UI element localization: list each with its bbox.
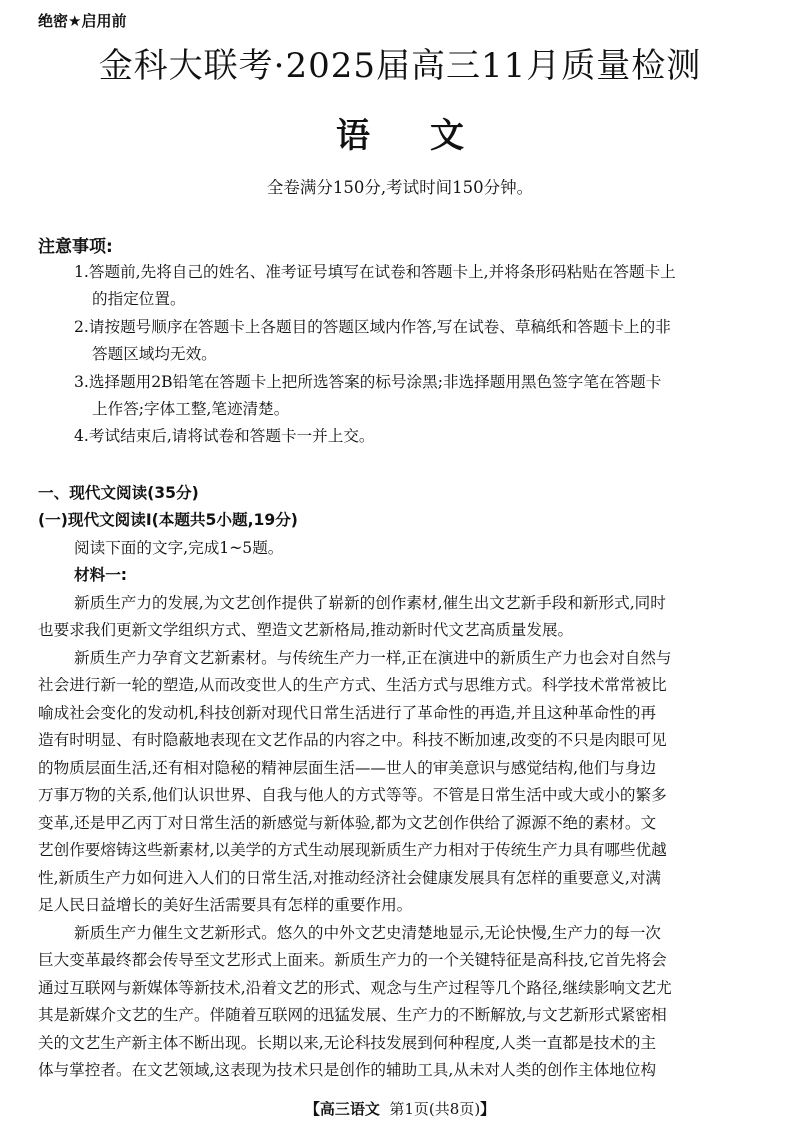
notice-item: 答题区域均无效。 bbox=[92, 345, 217, 363]
footer-page-number: 第1页(共8页) bbox=[389, 1100, 481, 1118]
passage-line: 体与掌控者。在文艺领域,这表现为技术只是创作的辅助工具,从未对人类的创作主体地位构 bbox=[38, 1061, 657, 1079]
passage-line: 的物质层面生活,还有相对隐秘的精神层面生活——世人的审美意识与感觉结构,他们与身边 bbox=[38, 759, 657, 777]
score-info: 全卷满分150分,考试时间150分钟。 bbox=[266, 178, 534, 197]
passage-line: 也要求我们更新文学组织方式、塑造文艺新格局,推动新时代文艺高质量发展。 bbox=[38, 621, 574, 639]
passage-line: 造有时明显、有时隐蔽地表现在文艺作品的内容之中。科技不断加速,改变的不只是肉眼可见 bbox=[38, 731, 667, 749]
passage-line: 变革,还是甲乙丙丁对日常生活的新感觉与新体验,都为文艺创作供给了源源不绝的素材。文 bbox=[38, 814, 657, 832]
passage-line: 其是新媒介文艺的生产。伴随着互联网的迅猛发展、生产力的不断解放,与文艺新形式紧密相 bbox=[38, 1006, 667, 1024]
passage-line: 新质生产力的发展,为文艺创作提供了崭新的创作素材,催生出文艺新手段和新形式,同时 bbox=[74, 594, 666, 612]
passage-line: 社会进行新一轮的塑造,从而改变世人的生产方式、生活方式与思维方式。科学技术常常被比 bbox=[38, 676, 667, 694]
passage-line: 新质生产力催生文艺新形式。悠久的中外文艺史清楚地显示,无论快慢,生产力的每一次 bbox=[74, 924, 661, 942]
confidential-mark: 绝密★启用前 bbox=[38, 12, 127, 30]
notice-item: 4.考试结束后,请将试卷和答题卡一并上交。 bbox=[74, 427, 375, 445]
subject-char-1: 语 bbox=[336, 116, 370, 156]
page-footer bbox=[0, 1098, 800, 1119]
passage-line: 关的文艺生产新主体不断出现。长期以来,无论科技发展到何种程度,人类一直都是技术的主 bbox=[38, 1034, 657, 1052]
notice-item: 的指定位置。 bbox=[92, 290, 186, 308]
subsection-heading: (一)现代文阅读Ⅰ(本题共5小题,19分) bbox=[38, 511, 298, 529]
reading-instruction: 阅读下面的文字,完成1~5题。 bbox=[74, 539, 284, 557]
passage-line: 万事万物的关系,他们认识世界、自我与他人的方式等等。不管是日常生活中或大或小的繁多 bbox=[38, 786, 667, 804]
material-label: 材料一: bbox=[74, 566, 128, 584]
notice-heading: 注意事项: bbox=[38, 237, 113, 257]
passage-line: 巨大变革最终都会传导至文艺形式上面来。新质生产力的一个关键特征是高科技,它首先将会 bbox=[38, 951, 667, 969]
subject-title bbox=[0, 108, 800, 157]
notice-item: 2.请按题号顺序在答题卡上各题目的答题区域内作答,写在试卷、草稿纸和答题卡上的非 bbox=[74, 318, 671, 336]
section-heading: 一、现代文阅读(35分) bbox=[38, 484, 199, 502]
notice-item: 3.选择题用2B铅笔在答题卡上把所选答案的标号涂黑;非选择题用黑色签字笔在答题卡 bbox=[74, 373, 662, 391]
footer-bracket: 】 bbox=[480, 1100, 496, 1118]
passage-line: 通过互联网与新媒体等新技术,沿着文艺的形式、观念与生产过程等几个路径,继续影响文艺尤 bbox=[38, 979, 672, 997]
notice-item: 上作答;字体工整,笔迹清楚。 bbox=[92, 400, 290, 418]
exam-title: 金科大联考·2025届高三11月质量检测 bbox=[98, 46, 702, 86]
passage-line: 喻成社会变化的发动机,科技创新对现代日常生活进行了革命性的再造,并且这种革命性的再 bbox=[38, 704, 657, 722]
passage-line: 艺创作要熔铸这些新素材,以美学的方式生动展现新质生产力相对于传统生产力具有哪些优越 bbox=[38, 841, 667, 859]
subject-char-2: 文 bbox=[430, 116, 464, 156]
footer-subject: 【高三语文 bbox=[304, 1100, 380, 1118]
notice-item: 1.答题前,先将自己的姓名、准考证号填写在试卷和答题卡上,并将条形码粘贴在答题卡上 bbox=[74, 263, 676, 281]
passage-line: 足人民日益增长的美好生活需要具有怎样的重要作用。 bbox=[38, 896, 413, 914]
passage-line: 性,新质生产力如何进入人们的日常生活,对推动经济社会健康发展具有怎样的重要意义,对满 bbox=[38, 869, 662, 887]
passage-line: 新质生产力孕育文艺新素材。与传统生产力一样,正在演进中的新质生产力也会对自然与 bbox=[74, 649, 672, 667]
